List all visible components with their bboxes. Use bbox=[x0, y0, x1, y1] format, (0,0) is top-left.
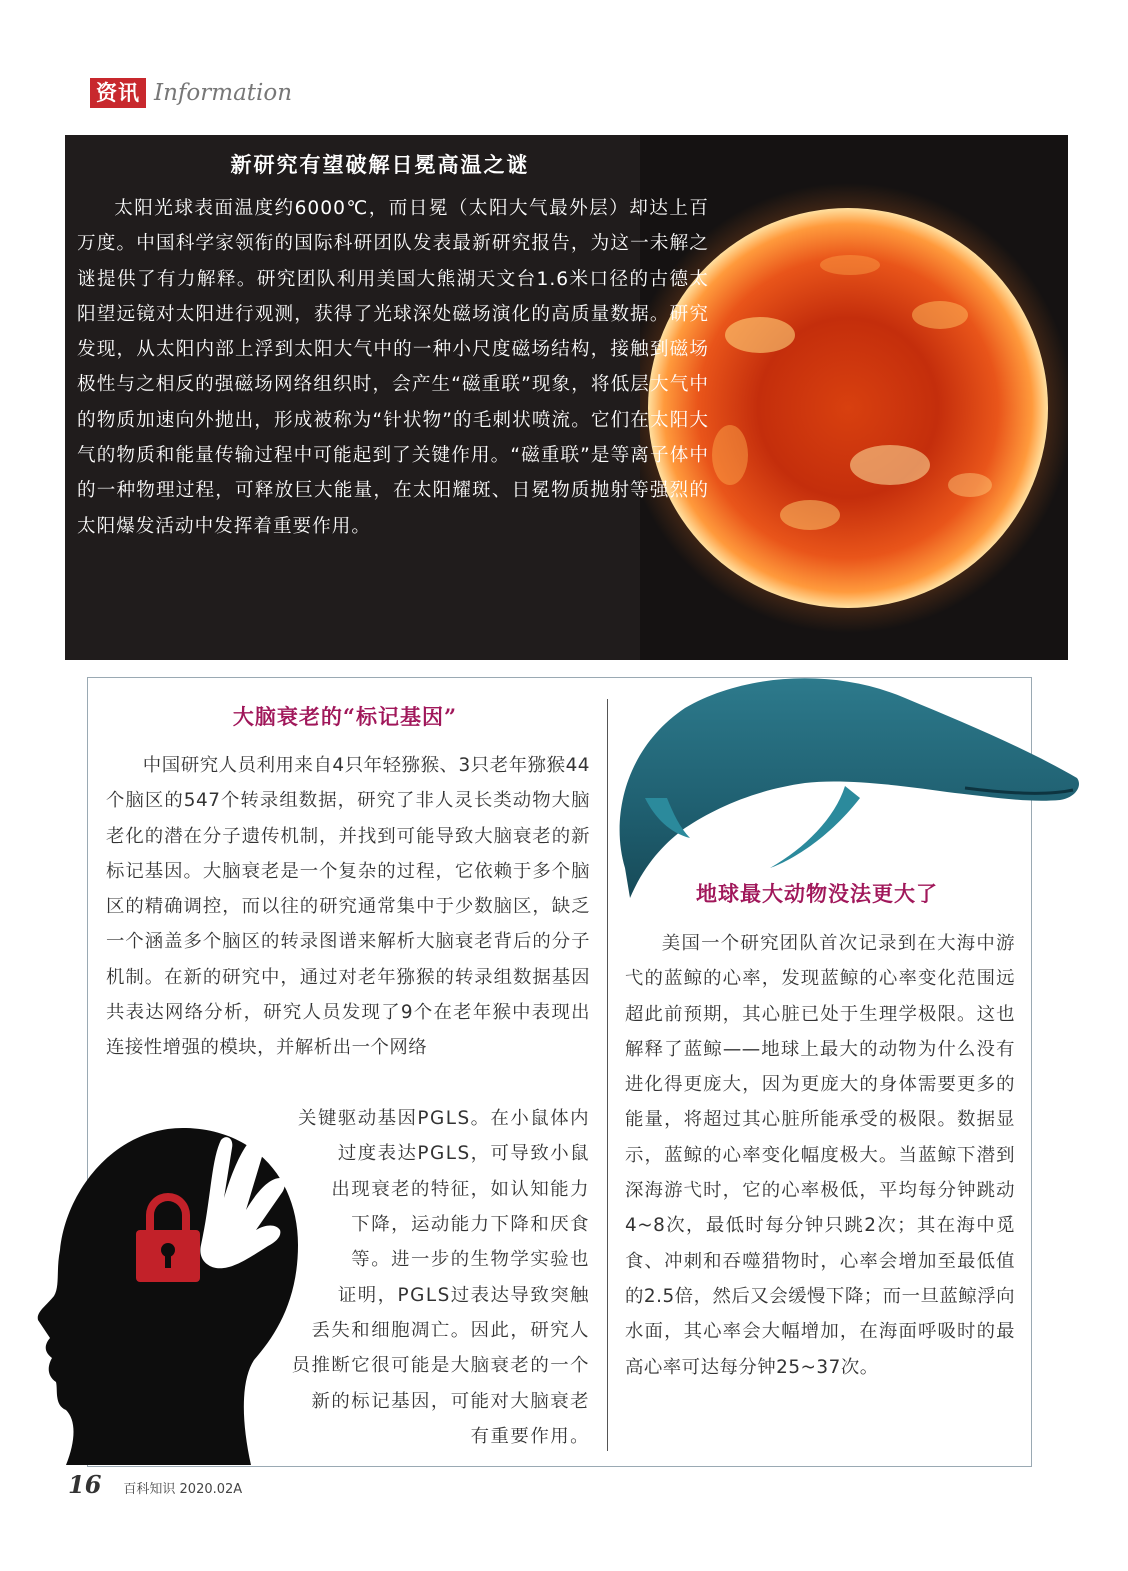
page-number: 16 bbox=[68, 1470, 102, 1499]
head-lock-illustration bbox=[36, 1120, 306, 1465]
blue-whale-image bbox=[605, 668, 1085, 898]
brain-wrap-line: 证明，PGLS过表达导致突触 bbox=[337, 1285, 590, 1306]
whale-article-title: 地球最大动物没法更大了 bbox=[696, 881, 938, 906]
section-tag-english: Information bbox=[154, 80, 293, 106]
brain-wrap-line: 出现衰老的特征，如认知能力 bbox=[331, 1179, 590, 1200]
brain-wrap-line: 丢失和细胞凋亡。因此，研究人 bbox=[311, 1320, 590, 1341]
page-footer bbox=[68, 1470, 242, 1499]
brain-wrap-line: 下降，运动能力下降和厌食 bbox=[351, 1214, 590, 1235]
sun-article-body: 太阳光球表面温度约6000℃，而日冕（太阳大气最外层）却达上百万度。中国科学家领衔的国际科研团队发表最新研究报告，为这一未解之谜提供了有力解释。研究团队利用美国大熊湖天文台1.6米口径的古德太阳望远镜对太阳进行观测，获得了光球深处磁场演化的高质量数据。研究发现，从太阳内部上浮到太阳大气中的一种小尺度磁场结构，接触到磁场极性与之相反的强磁场网络组织时，会产生“磁重联”现象，将低层大气中的物质加速向外抛出，形成被称为“针状物”的毛刺状喷流。它们在太阳大气的物质和能量传输过程中可能起到了关键作用。“磁重联”是等离子体中的一种物理过程，可释放巨大能量，在太阳耀斑、日冕物质抛射等强烈的太阳爆发活动中发挥着重要作用。 bbox=[77, 198, 709, 537]
brain-article-body: 中国研究人员利用来自4只年轻猕猴、3只老年猕猴44个脑区的547个转录组数据，研究了非人灵长类动物大脑老化的潜在分子遗传机制，并找到可能导致大脑衰老的新标记基因。大脑衰老是一个复杂的过程，它依赖于多个脑区的精确调控，而以往的研究通常集中于少数脑区，缺乏一个涵盖多个脑区的转录图谱来解析大脑衰老背后的分子机制。在新的研究中，通过对老年猕猴的转录组数据基因共表达网络分析，研究人员发现了9个在老年猴中表现出连接性增强的模块，并解析出一个网络 bbox=[106, 755, 590, 1059]
brain-wrap-line: 等。进一步的生物学实验也 bbox=[351, 1249, 590, 1270]
brain-wrap-line: 员推断它很可能是大脑衰老的一个 bbox=[291, 1355, 590, 1376]
whale-article-body: 美国一个研究团队首次记录到在大海中游弋的蓝鲸的心率，发现蓝鲸的心率变化范围远超此前预期，其心脏已处于生理学极限。这也解释了蓝鲸——地球上最大的动物为什么没有进化得更庞大，因为更庞大的身体需要更多的能量，将超过其心脏所能承受的极限。数据显示，蓝鲸的心率变化幅度极大。当蓝鲸下潜到深海游弋时，它的心率极低，平均每分钟跳动4~8次，最低时每分钟只跳2次；其在海中觅食、冲刺和吞噬猎物时，心率会增加至最低值的2.5倍，然后又会缓慢下降；而一旦蓝鲸浮向水面，其心率会大幅增加，在海面呼吸时的最高心率可达每分钟25~37次。 bbox=[625, 933, 1015, 1378]
issue-label: 百科知识 2020.02A bbox=[123, 1482, 243, 1497]
brain-wrap-line: 过度表达PGLS，可导致小鼠 bbox=[337, 1143, 590, 1164]
brain-article-title: 大脑衰老的“标记基因” bbox=[232, 704, 458, 729]
brain-wrap-line: 有重要作用。 bbox=[470, 1426, 590, 1447]
section-header bbox=[90, 78, 292, 108]
brain-wrap-line: 关键驱动基因PGLS。在小鼠体内 bbox=[298, 1108, 590, 1129]
section-tag: 资讯 bbox=[90, 78, 146, 108]
brain-wrap-line: 新的标记基因，可能对大脑衰老 bbox=[311, 1391, 590, 1412]
sun-article-title: 新研究有望破解日冕高温之谜 bbox=[230, 152, 530, 177]
sun-article bbox=[65, 135, 1068, 660]
